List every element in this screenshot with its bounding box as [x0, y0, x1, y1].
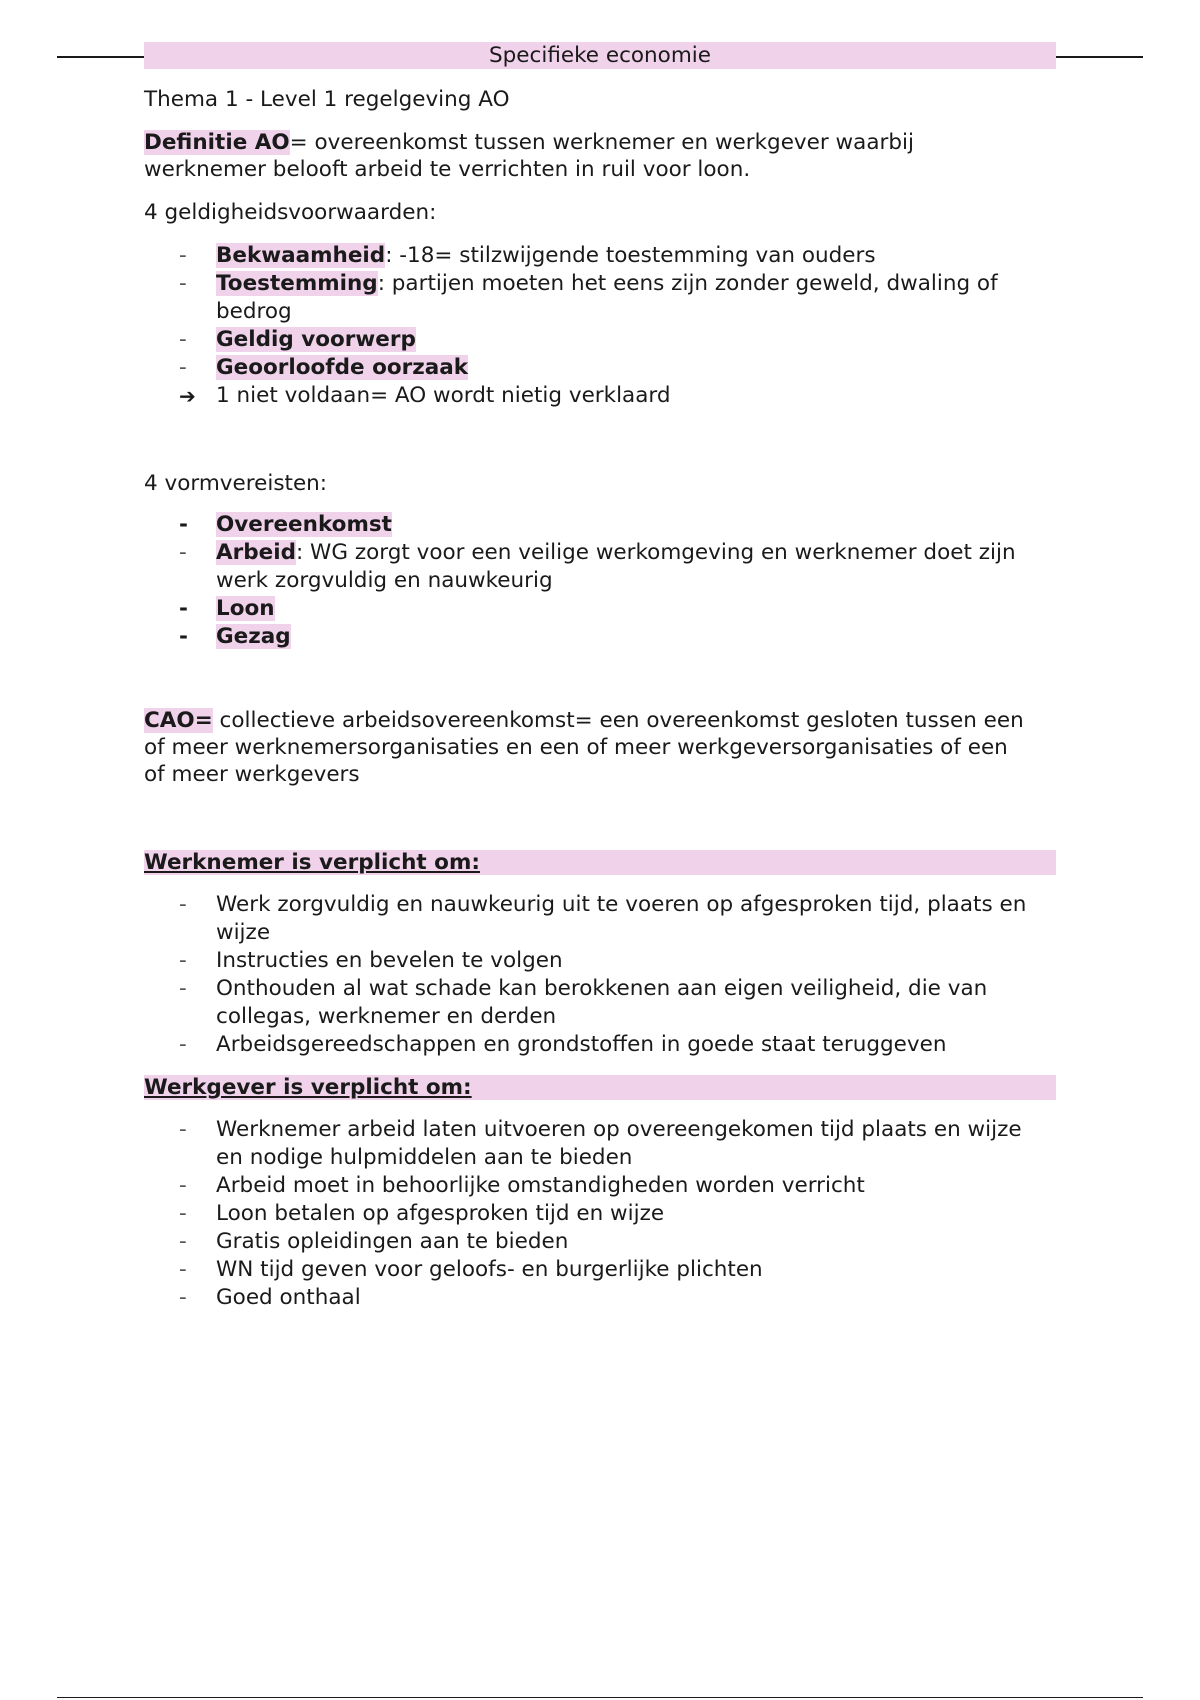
dash-bullet: -: [179, 243, 187, 268]
list-item: [144, 326, 1056, 354]
item-term: Overeenkomst: [216, 512, 392, 537]
dash-bullet: -: [179, 327, 187, 352]
dash-bullet: -: [179, 948, 187, 973]
definitie-line2: werknemer belooft arbeid te verrichten in ruil voor loon.: [144, 157, 751, 182]
item-text-continued: collegas, werknemer en derden: [216, 1004, 557, 1029]
dash-bullet: -: [179, 355, 187, 380]
dash-bullet: -: [179, 1032, 187, 1057]
dash-bullet: -: [179, 624, 188, 649]
item-rest: : WG zorgt voor een veilige werkomgeving en werknemer doet zijn: [295, 540, 1016, 565]
list-item: [144, 1172, 1056, 1200]
werkgever-heading-band: [144, 1075, 1056, 1100]
list-item: [144, 1116, 1056, 1172]
werkgever-heading: Werkgever is verplicht om:: [144, 1075, 472, 1100]
geldigheid-heading: 4 geldigheidsvoorwaarden:: [144, 200, 437, 225]
dash-bullet: -: [179, 1257, 187, 1282]
list-item: [144, 1228, 1056, 1256]
list-item: [144, 382, 1056, 410]
item-rest-continued: bedrog: [216, 299, 292, 324]
item-text: Arbeidsgereedschappen en grondstoffen in goede staat teruggeven: [216, 1032, 947, 1057]
list-item: [144, 595, 1056, 623]
footer-rule: [57, 1697, 1143, 1698]
definitie-line1: = overeenkomst tussen werknemer en werkgever waarbij: [289, 130, 914, 155]
item-text: Onthouden al wat schade kan berokkenen aan eigen veiligheid, die van: [216, 976, 988, 1001]
list-item: [144, 242, 1056, 270]
list-item: [144, 354, 1056, 382]
list-item: [144, 975, 1056, 1031]
item-text: WN tijd geven voor geloofs- en burgerlijke plichten: [216, 1257, 763, 1282]
arrow-right-icon: ➔: [179, 384, 196, 408]
arrow-item-text: 1 niet voldaan= AO wordt nietig verklaard: [216, 383, 671, 408]
page-header: [144, 42, 1056, 69]
item-text: Werk zorgvuldig en nauwkeurig uit te voeren op afgesproken tijd, plaats en: [216, 892, 1027, 917]
item-term: Gezag: [216, 624, 291, 649]
item-term: Loon: [216, 596, 275, 621]
werkgever-list: [144, 1116, 1056, 1312]
item-text: Arbeid moet in behoorlijke omstandigheden worden verricht: [216, 1173, 865, 1198]
item-rest-continued: werk zorgvuldig en nauwkeurig: [216, 568, 553, 593]
item-rest: : -18= stilzwijgende toestemming van ouders: [385, 243, 876, 268]
list-item: [144, 270, 1056, 326]
cao-term: CAO=: [144, 708, 213, 733]
definitie-paragraph: [144, 129, 1056, 183]
geldigheid-list: [144, 242, 1056, 410]
item-term: Toestemming: [216, 271, 378, 296]
dash-bullet: -: [179, 1173, 187, 1198]
vormvereisten-heading: 4 vormvereisten:: [144, 471, 328, 496]
werknemer-heading-band: [144, 850, 1056, 875]
dash-bullet: -: [179, 1285, 187, 1310]
vormvereisten-list: [144, 511, 1056, 651]
dash-bullet: -: [179, 976, 187, 1001]
list-item: [144, 891, 1056, 947]
item-text: Instructies en bevelen te volgen: [216, 948, 563, 973]
dash-bullet: -: [179, 512, 188, 537]
item-term: Geldig voorwerp: [216, 327, 416, 352]
item-term: Geoorloofde oorzaak: [216, 355, 469, 380]
cao-line1: collectieve arbeidsovereenkomst= een overeenkomst gesloten tussen een: [212, 708, 1024, 733]
item-text-continued: wijze: [216, 920, 271, 945]
dash-bullet: -: [179, 271, 187, 296]
document-body: [144, 84, 1056, 1312]
list-item: [144, 511, 1056, 539]
list-item: [144, 1284, 1056, 1312]
header-title: Specifieke economie: [489, 43, 711, 68]
item-text: Goed onthaal: [216, 1285, 361, 1310]
list-item: [144, 539, 1056, 595]
thema-title: Thema 1 - Level 1 regelgeving AO: [144, 87, 510, 112]
werknemer-heading: Werknemer is verplicht om:: [144, 850, 480, 875]
header-rule-right: [1056, 56, 1143, 58]
definitie-term: Definitie AO: [144, 130, 290, 155]
cao-paragraph: [144, 707, 1056, 788]
dash-bullet: -: [179, 1117, 187, 1142]
list-item: [144, 1200, 1056, 1228]
list-item: [144, 1031, 1056, 1059]
list-item: [144, 947, 1056, 975]
dash-bullet: -: [179, 1229, 187, 1254]
item-rest: : partijen moeten het eens zijn zonder geweld, dwaling of: [377, 271, 998, 296]
list-item: [144, 623, 1056, 651]
cao-line2: of meer werknemersorganisaties en een of meer werkgeversorganisaties of een: [144, 735, 1008, 760]
item-text: Loon betalen op afgesproken tijd en wijze: [216, 1201, 665, 1226]
dash-bullet: -: [179, 1201, 187, 1226]
list-item: [144, 1256, 1056, 1284]
item-text: Werknemer arbeid laten uitvoeren op overeengekomen tijd plaats en wijze: [216, 1117, 1022, 1142]
item-text: Gratis opleidingen aan te bieden: [216, 1229, 569, 1254]
dash-bullet: -: [179, 596, 188, 621]
werknemer-list: [144, 891, 1056, 1059]
item-term: Bekwaamheid: [216, 243, 386, 268]
dash-bullet: -: [179, 892, 187, 917]
item-term: Arbeid: [216, 540, 296, 565]
item-text-continued: en nodige hulpmiddelen aan te bieden: [216, 1145, 633, 1170]
dash-bullet: -: [179, 540, 187, 565]
header-rule-left: [57, 56, 144, 58]
cao-line3: of meer werkgevers: [144, 762, 360, 787]
